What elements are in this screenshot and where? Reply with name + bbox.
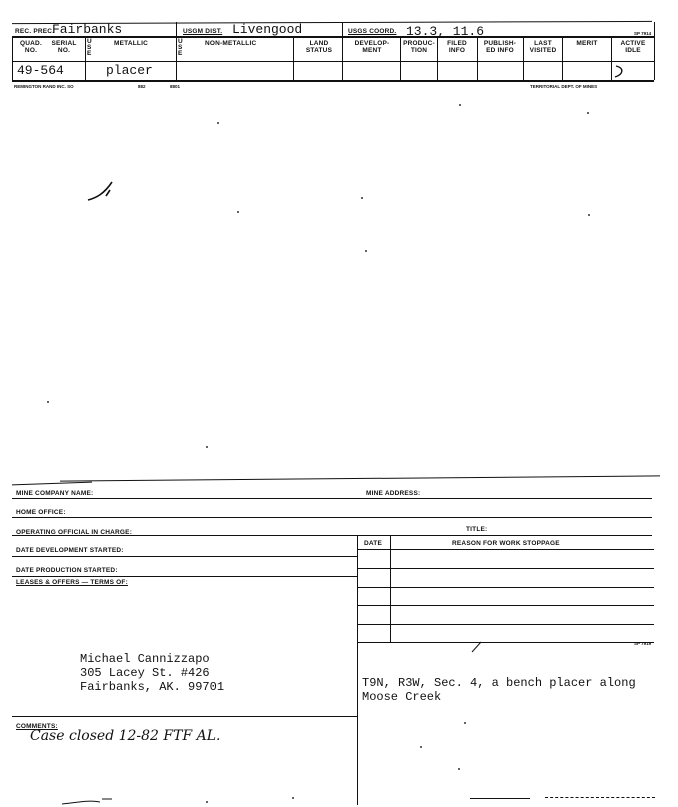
form-code-bottom: SP 7919: [634, 641, 652, 646]
location-line-1: T9N, R3W, Sec. 4, a bench placer along: [362, 676, 636, 690]
location-description: [362, 676, 636, 704]
printer-code-2: 8801: [170, 84, 181, 89]
usgm-dist-value: Livengood: [232, 22, 303, 37]
stray-tick-mark: [470, 640, 484, 654]
metallic-value: placer: [106, 63, 153, 78]
rec-prec-value: Fairbanks: [52, 22, 123, 37]
form-code-top: SP 7914: [634, 31, 652, 36]
quad-serial-value: 49-564: [17, 63, 64, 78]
col-non-metallic: NON-METALLIC: [205, 40, 257, 47]
col-active-idle: ACTIVE IDLE: [620, 40, 646, 54]
date-col-header: DATE: [364, 540, 383, 547]
leases-offers-label: LEASES & OFFERS — TERMS OF:: [16, 579, 128, 586]
col-land-status: LAND STATUS: [305, 40, 333, 54]
comments-label: COMMENTS:: [16, 723, 58, 730]
col-use-left: U S E: [87, 38, 92, 57]
comments-handwritten: Case closed 12-82 FTF AL.: [30, 728, 221, 744]
date-production-label: DATE PRODUCTION STARTED:: [16, 567, 118, 574]
home-office-label: HOME OFFICE:: [16, 509, 66, 516]
idle-check-mark: [612, 64, 628, 80]
mine-company-label: MINE COMPANY NAME:: [16, 490, 94, 497]
reason-col-header: REASON FOR WORK STOPPAGE: [452, 540, 560, 547]
address-block: [80, 652, 224, 694]
col-last-visited: LAST VISITED: [529, 40, 557, 54]
col-use-right: U S E: [178, 38, 183, 57]
operating-official-label: OPERATING OFFICIAL IN CHARGE:: [16, 529, 133, 536]
rec-prec-label: REC. PREC.: [15, 28, 55, 35]
date-development-label: DATE DEVELOPMENT STARTED:: [16, 547, 124, 554]
stray-edge-mark: [60, 796, 120, 806]
col-published-info: PUBLISH-ED INFO: [483, 40, 517, 54]
stray-pen-mark: [86, 178, 120, 204]
address-line-street: 305 Lacey St. #426: [80, 666, 210, 680]
col-development: DEVELOP-MENT: [354, 40, 390, 54]
col-serial-no: SERIAL NO.: [51, 40, 77, 54]
col-filed-info: FILED INFO: [447, 40, 467, 54]
usgs-coord-value: 13.3, 11.6: [406, 24, 485, 39]
col-metallic: METALLIC: [114, 40, 148, 47]
col-merit: MERIT: [576, 40, 598, 47]
printer-imprint: REMINGTON RAND INC. SO: [14, 84, 74, 89]
location-line-2: Moose Creek: [362, 690, 442, 704]
mine-address-label: MINE ADDRESS:: [366, 490, 421, 497]
col-production: PRODUC-TION: [403, 40, 435, 54]
address-line-name: Michael Cannizzapo: [80, 652, 210, 666]
usgm-dist-label: USGM DIST.: [183, 28, 223, 35]
col-quad-no: QUAD. NO.: [20, 40, 42, 54]
title-label: TITLE:: [466, 526, 488, 533]
territorial-dept-imprint: TERRITORIAL DEPT. OF MINES: [530, 84, 598, 89]
usgs-coord-label: USGS COORD.: [348, 28, 397, 35]
printer-code-1: 882: [138, 84, 146, 89]
address-line-city: Fairbanks, AK. 99701: [80, 680, 225, 694]
